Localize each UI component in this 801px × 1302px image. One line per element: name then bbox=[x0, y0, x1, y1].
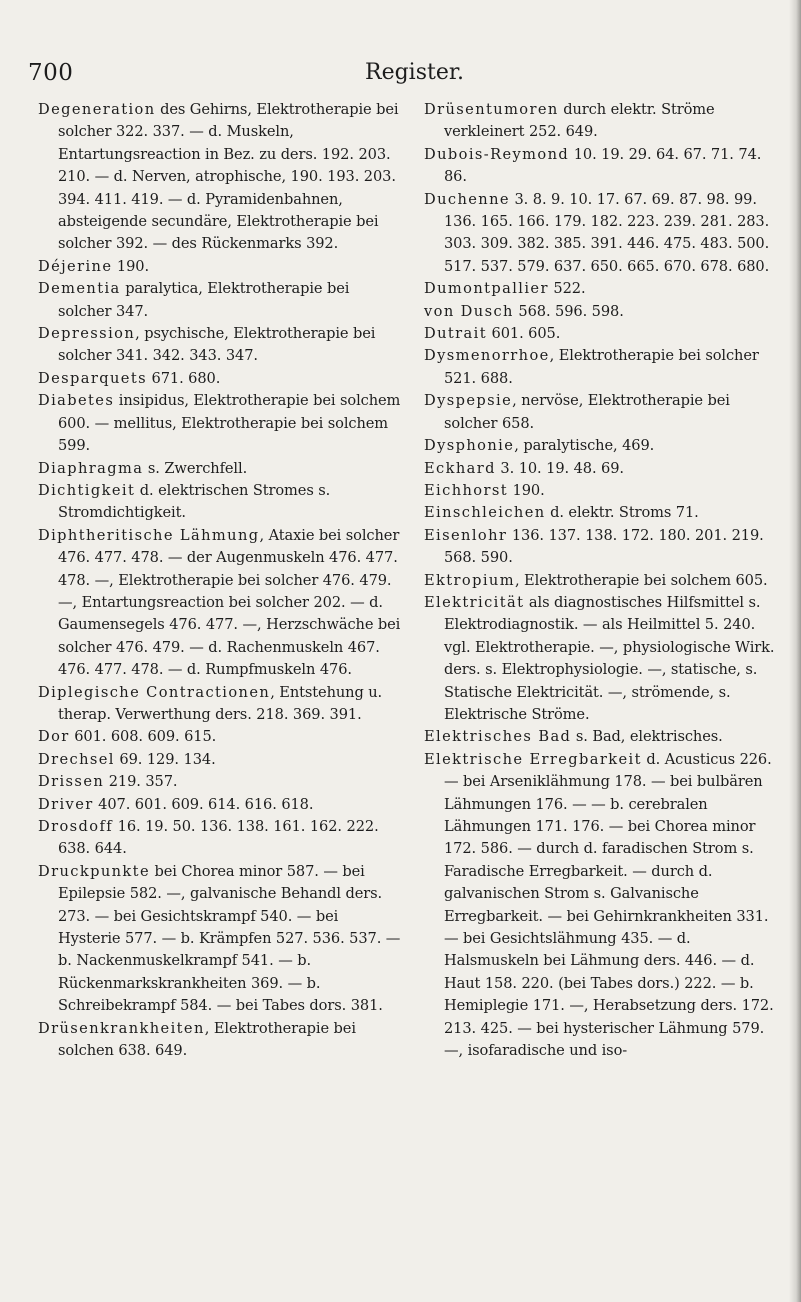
index-entry bbox=[38, 458, 404, 480]
index-term: Dyspepsie bbox=[424, 392, 513, 410]
index-references: , nervöse, Elektrotherapie bei solcher 658. bbox=[444, 392, 730, 432]
index-references: paralytica, Elektrotherapie bei solcher 347. bbox=[58, 280, 350, 320]
index-term: Depression bbox=[38, 325, 136, 343]
index-entry bbox=[38, 816, 404, 861]
index-term: Eisenlohr bbox=[424, 526, 508, 544]
page-header bbox=[0, 60, 801, 90]
index-term: Desparquets bbox=[38, 369, 147, 387]
right-column bbox=[424, 99, 786, 1062]
index-term: Déjerine bbox=[38, 257, 113, 275]
index-references: als diagnostisches Hilfsmittel s. Elektrodiagnostik. — als Heilmittel 5. 240. vgl. Elektrotherapie. —, physiologische Wirk. ders. s. Elektrophysiologie. —, statische, s. Statische Elektricität. —, strömende, s. Elektrische Ströme. bbox=[444, 593, 775, 723]
index-entry bbox=[38, 726, 404, 748]
left-column bbox=[38, 99, 404, 1062]
index-references: d. elektr. Stroms 71. bbox=[545, 504, 699, 522]
index-term: Druckpunkte bbox=[38, 862, 150, 880]
index-term: Dor bbox=[38, 728, 70, 746]
index-references: 601. 608. 609. 615. bbox=[69, 728, 217, 746]
index-term: Elektricität bbox=[424, 593, 525, 611]
index-references: , Elektrotherapie bei solchen 638. 649. bbox=[58, 1019, 356, 1060]
index-entry bbox=[38, 256, 404, 278]
index-term: Drüsenkrankheiten bbox=[38, 1019, 205, 1037]
index-references: 3. 8. 9. 10. 17. 67. 69. 87. 98. 99. 136. 165. 166. 179. 182. 223. 239. 281. 283. 303. 309. 382. 385. 391. 446. 475. 483. 500. 517. 537. 579. 637. 650. 665. 670. 678. 680. bbox=[444, 190, 770, 275]
index-references: 671. 680. bbox=[146, 369, 221, 387]
index-entry bbox=[38, 390, 404, 457]
index-entry bbox=[424, 323, 786, 345]
index-references: 219. 357. bbox=[104, 773, 178, 791]
index-references: , Ataxie bei solcher 476. 477. 478. — der Augenmuskeln 476. 477. 478. —, Elektrotherapie bei solcher 476. 479. —, Entartungsreaction bei solcher 202. — d. Gaumensegels 476. 477. —, Herzschwäche bei solcher 476. 479. — d. Rachenmuskeln 467. 476. 477. 478. — d. Rumpfmuskeln 476. bbox=[58, 526, 401, 679]
index-entry bbox=[38, 771, 404, 793]
index-term: Dysmenorrhoe bbox=[424, 347, 550, 365]
index-entry bbox=[424, 189, 786, 279]
index-term: Dumontpallier bbox=[424, 280, 549, 298]
index-references: 3. 10. 19. 48. 69. bbox=[495, 459, 624, 477]
index-term: Duchenne bbox=[424, 190, 510, 208]
index-term: Driver bbox=[38, 795, 94, 813]
index-references: d. Acusticus 226. — bei Arseniklähmung 178. — bei bulbären Lähmungen 176. — — b. cerebralen Lähmungen 171. 176. — bei Chorea minor 172. 586. — durch d. faradischen Strom s. Faradische Erregbarkeit. — durch d. galvanischen Strom s. Galvanische Erregbarkeit. — bei Gehirnkrankheiten 331. — bei Gesichtslähmung 435. — d. Halsmuskeln bei Lähmung ders. 446. — d. Haut 158. 220. (bei Tabes dors.) 222. — b. Hemiplegie 171. —, Herabsetzung ders. 172. 213. 425. — bei hysterischer Lähmung 579. —, isofaradische und iso- bbox=[444, 750, 774, 1060]
index-references: 568. 596. 598. bbox=[513, 302, 624, 320]
index-entry bbox=[424, 99, 786, 144]
index-entry bbox=[424, 278, 786, 300]
index-entry bbox=[38, 323, 404, 368]
index-term: Degeneration bbox=[38, 101, 156, 118]
index-term: Ektropium bbox=[424, 571, 515, 589]
index-entry bbox=[38, 278, 404, 323]
index-references: 601. 605. bbox=[486, 325, 561, 343]
index-references: 69. 129. 134. bbox=[114, 750, 216, 768]
index-entry bbox=[38, 861, 404, 1018]
index-references: s. Zwerchfell. bbox=[143, 459, 248, 477]
index-term: Eckhard bbox=[424, 459, 496, 477]
index-entry bbox=[38, 794, 404, 816]
running-title: Register. bbox=[365, 60, 464, 85]
index-term: Dubois-Reymond bbox=[424, 145, 570, 163]
index-term: Diplegische Contractionen bbox=[38, 683, 271, 701]
index-entry bbox=[424, 749, 786, 1063]
index-entry bbox=[38, 99, 404, 256]
index-term: Diaphragma bbox=[38, 459, 144, 477]
index-references: 190. bbox=[112, 257, 150, 275]
index-term: Elektrische Erregbarkeit bbox=[424, 750, 642, 768]
index-entry bbox=[424, 570, 786, 592]
index-entry bbox=[424, 480, 786, 502]
index-entry bbox=[38, 749, 404, 771]
index-entry bbox=[424, 726, 786, 748]
index-term: Dysphonie bbox=[424, 437, 515, 455]
index-entry bbox=[424, 525, 786, 570]
index-references: durch elektr. Ströme verkleinert 252. 649. bbox=[444, 101, 715, 141]
index-term: Eichhorst bbox=[424, 481, 509, 499]
index-entry bbox=[38, 682, 404, 727]
index-term: Diphtheritische Lähmung bbox=[38, 526, 260, 544]
index-references: s. Bad, elektrisches. bbox=[571, 728, 723, 746]
index-references: 136. 137. 138. 172. 180. 201. 219. 568. 590. bbox=[444, 526, 764, 567]
index-term: Drüsentumoren bbox=[424, 101, 559, 118]
index-term: Drissen bbox=[38, 773, 105, 791]
index-references: , Elektrotherapie bei solcher 521. 688. bbox=[444, 347, 759, 387]
index-entry bbox=[424, 592, 786, 726]
page-number: 700 bbox=[28, 60, 74, 86]
index-term: Dutrait bbox=[424, 325, 487, 343]
index-term: Diabetes bbox=[38, 392, 115, 410]
index-references: , Entstehung u. therap. Verwerthung ders. 218. 369. 391. bbox=[58, 683, 383, 723]
index-term: Einschleichen bbox=[424, 504, 546, 522]
index-term: Dementia bbox=[38, 280, 121, 298]
index-references: bei Chorea minor 587. — bei Epilepsie 582. —, galvanische Behandl ders. 273. — bei Gesichtskrampf 540. — bei Hysterie 577. — b. Krämpfen 527. 536. 537. — b. Nackenmuskelkrampf 541. — b. Rückenmarkskrankheiten 369. — b. Schreibekrampf 584. — bei Tabes dors. 381. bbox=[58, 862, 401, 1015]
index-entry bbox=[424, 502, 786, 524]
index-references: des Gehirns, Elektrotherapie bei solcher 322. 337. — d. Muskeln, Entartungsreaction in Bez. zu ders. 192. 203. 210. — d. Nerven, atrophische, 190. 193. 203. 394. 411. 419. — d. Pyramidenbahnen, absteigende secundäre, Elektrotherapie bei solcher 392. — des Rückenmarks 392. bbox=[58, 101, 399, 253]
index-references: 522. bbox=[548, 280, 586, 298]
index-term: Dichtigkeit bbox=[38, 481, 136, 499]
index-entry bbox=[424, 458, 786, 480]
index-references: 190. bbox=[508, 481, 545, 499]
index-references: 10. 19. 29. 64. 67. 71. 74. 86. bbox=[444, 145, 762, 186]
index-entry bbox=[38, 525, 404, 682]
index-entry bbox=[424, 301, 786, 323]
index-term: Drosdoff bbox=[38, 818, 114, 835]
index-references: , paralytische, 469. bbox=[514, 437, 655, 455]
index-entry bbox=[424, 390, 786, 435]
page-edge-shadow bbox=[789, 0, 801, 1302]
index-entry bbox=[424, 144, 786, 189]
index-entry bbox=[424, 435, 786, 457]
index-entry bbox=[424, 345, 786, 390]
index-term: von Dusch bbox=[424, 302, 514, 320]
index-references: 407. 601. 609. 614. 616. 618. bbox=[93, 795, 314, 813]
index-references: 16. 19. 50. 136. 138. 161. 162. 222. 638. 644. bbox=[58, 818, 379, 858]
index-term: Elektrisches Bad bbox=[424, 728, 572, 746]
index-entry bbox=[38, 480, 404, 525]
index-entry bbox=[38, 368, 404, 390]
index-references: d. elektrischen Stromes s. Stromdichtigkeit. bbox=[58, 481, 331, 522]
index-entry bbox=[38, 1018, 404, 1063]
index-references: insipidus, Elektrotherapie bei solchem 600. — mellitus, Elektrotherapie bei solchem 599. bbox=[58, 392, 401, 455]
index-references: , Elektrotherapie bei solchem 605. bbox=[514, 571, 768, 589]
index-term: Drechsel bbox=[38, 750, 115, 768]
index-references: , psychische, Elektrotherapie bei solcher 341. 342. 343. 347. bbox=[58, 325, 376, 365]
